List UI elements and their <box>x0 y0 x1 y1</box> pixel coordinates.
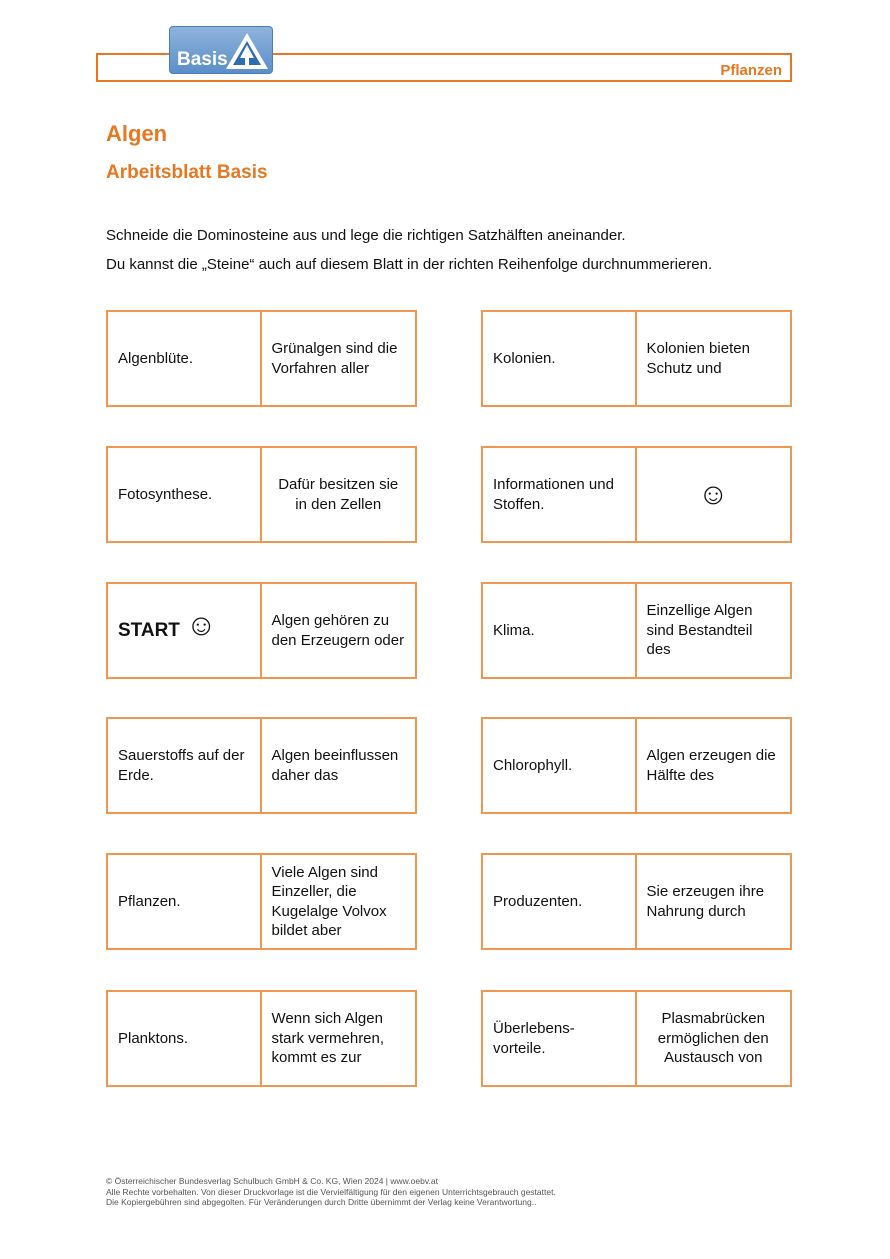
domino-right-half <box>637 855 791 948</box>
domino-right-half <box>637 992 791 1085</box>
domino-card <box>481 853 792 950</box>
domino-text: Fotosynthese. <box>118 485 213 503</box>
domino-left-half <box>108 312 262 405</box>
domino-text: Sauerstoffs auf der Erde. <box>118 747 245 784</box>
page-subtitle: Arbeitsblatt Basis <box>106 162 268 183</box>
domino-left-half <box>108 855 262 948</box>
start-label: START <box>118 619 180 641</box>
domino-right-half <box>637 448 791 541</box>
domino-text: Klima. <box>493 621 535 639</box>
domino-text: Chlorophyll. <box>493 756 573 774</box>
domino-text: Algenblüte. <box>118 349 194 367</box>
logo-text: Basis <box>177 49 228 70</box>
domino-text: Algen beeinflussen daher das <box>271 747 399 784</box>
domino-text: Einzellige Algen sind Bestandteil des <box>646 602 753 659</box>
domino-left-half <box>108 992 262 1085</box>
domino-text: Kolonien bieten Schutz und <box>646 340 750 377</box>
page-title: Algen <box>106 121 168 146</box>
domino-right-half <box>262 584 416 677</box>
domino-left-half <box>483 719 637 812</box>
domino-left-half <box>108 719 262 812</box>
domino-left-half <box>483 855 637 948</box>
domino-right-half <box>637 312 791 405</box>
section-label: Pflanzen <box>720 62 782 79</box>
domino-left-half <box>108 448 262 541</box>
domino-card <box>106 990 417 1087</box>
domino-text: Wenn sich Algen stark vermehren, kommt es zur <box>271 1010 385 1067</box>
domino-right-half <box>262 719 416 812</box>
domino-text: Kolonien. <box>493 349 556 367</box>
domino-text: Algen erzeugen die Hälfte des <box>646 747 776 784</box>
instruction-line-2: Du kannst die „Steine“ auch auf diesem Blatt in der richten Reihenfolge durchnummerieren. <box>106 256 713 273</box>
domino-text: Plasmabrücken ermöglichen den Austausch von <box>657 1010 769 1067</box>
domino-left-half <box>483 992 637 1085</box>
footer-copyright <box>106 1176 556 1208</box>
domino-text: Informationen und Stoffen. <box>493 476 614 513</box>
domino-text: Produzenten. <box>493 892 583 910</box>
domino-card <box>106 717 417 814</box>
domino-text: Grünalgen sind die Vorfahren aller <box>271 340 398 377</box>
domino-right-half <box>637 719 791 812</box>
domino-card <box>106 853 417 950</box>
domino-text: Viele Algen sind Einzeller, die Kugelalge Volvox bildet aber <box>271 863 387 939</box>
footer-line-2: Alle Rechte vorbehalten. Von dieser Druckvorlage ist die Vervielfältigung für den eigenen Unterrichtsgebrauch gestattet. <box>106 1186 556 1197</box>
domino-text: Sie erzeugen ihre Nahrung durch <box>646 883 765 920</box>
domino-text: Dafür besitzen sie in den Zellen <box>278 476 399 513</box>
instruction-line-1: Schneide die Dominosteine aus und lege die richtigen Satzhälften aneinander. <box>106 227 626 244</box>
domino-card <box>481 582 792 679</box>
domino-right-half <box>262 448 416 541</box>
domino-card <box>481 446 792 543</box>
domino-text: Algen gehören zu den Erzeugern oder <box>271 612 405 649</box>
footer-line-1: © Österreichischer Bundesverlag Schulbuch GmbH & Co. KG, Wien 2024 | www.oebv.at <box>106 1176 438 1186</box>
domino-text: Überlebens-vorteile. <box>493 1020 575 1057</box>
domino-right-half <box>262 855 416 948</box>
domino-left-half <box>108 584 262 677</box>
domino-card <box>106 446 417 543</box>
basis-logo <box>169 26 273 74</box>
start-marker <box>118 608 217 646</box>
domino-left-half <box>483 312 637 405</box>
domino-card <box>481 310 792 407</box>
domino-text: Planktons. <box>118 1029 189 1047</box>
footer-line-3: Die Kopiergebühren sind abgegolten. Für Veränderungen durch Dritte übernimmt der Verlag keine Verantwortung.. <box>106 1197 537 1207</box>
domino-right-half <box>637 584 791 677</box>
domino-card <box>106 310 417 407</box>
domino-card <box>481 990 792 1087</box>
domino-left-half <box>483 448 637 541</box>
smiley-icon: ☺ <box>185 608 217 642</box>
domino-card <box>481 717 792 814</box>
smiley-icon: ☺ <box>697 477 729 511</box>
domino-right-half <box>262 312 416 405</box>
domino-text: Pflanzen. <box>118 892 181 910</box>
triangle-logo-icon <box>224 31 270 71</box>
domino-left-half <box>483 584 637 677</box>
domino-right-half <box>262 992 416 1085</box>
domino-card <box>106 582 417 679</box>
